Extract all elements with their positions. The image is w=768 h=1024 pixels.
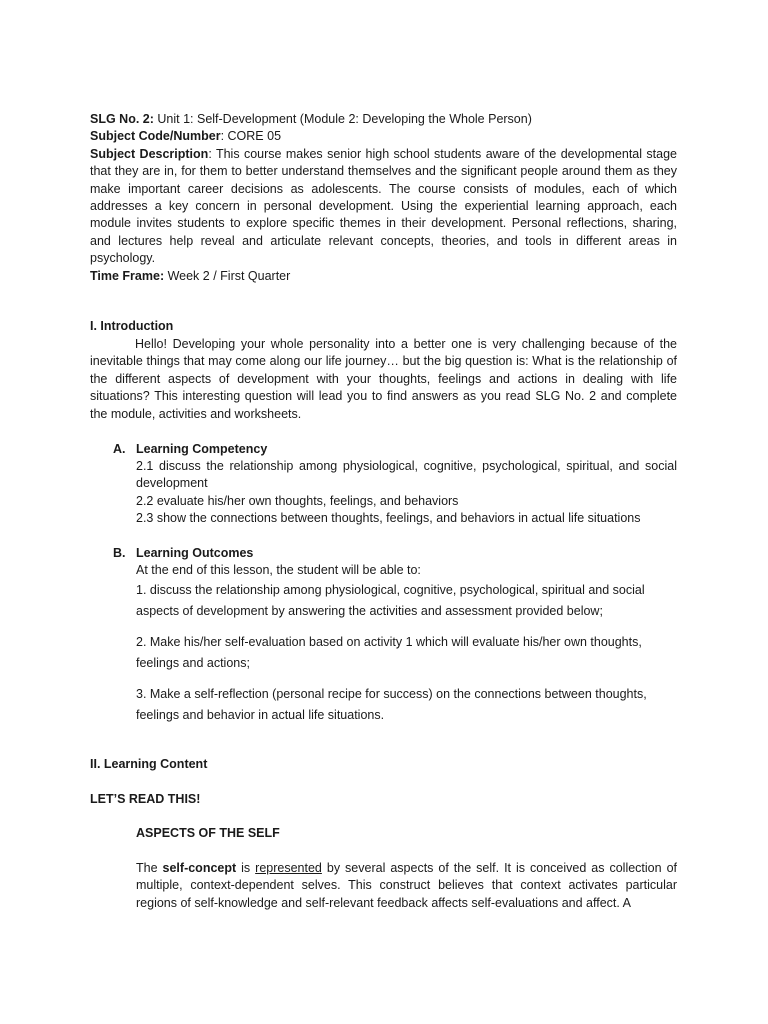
aspects-paragraph: The self-concept is represented by several aspects of the self. It is conceived as collection of multiple, context-dependent selves. This construct believes that context activates particular regions of self-knowledge and self-relevant feedback affects self-evaluations and affect. A	[136, 861, 677, 910]
aspects-heading: ASPECTS OF THE SELF	[136, 826, 280, 840]
outcome-item: 1. discuss the relationship among physiological, cognitive, psychological, spiritual and social aspects of development by answering the activities and assessment provided below;	[136, 583, 645, 618]
self-concept-term: self-concept	[162, 861, 237, 875]
time-frame-line	[90, 268, 677, 285]
competency-item: 2.3 show the connections between thoughts, feelings, and behaviors in actual life situations	[136, 511, 641, 526]
header-block	[90, 111, 677, 285]
introduction-body: Hello! Developing your whole personality into a better one is very challenging because of the inevitable things that may come along our life journey… but the big question is: What is the relationship of the different aspects of development with your thoughts, feelings and actions in dealing with life situations? This interesting question will lead you to find answers as you read SLG No. 2 and complete the module, activities and worksheets.	[90, 337, 677, 421]
competency-item: 2.2 evaluate his/her own thoughts, feelings, and behaviors	[136, 493, 459, 508]
outcomes-letter: B.	[113, 546, 126, 560]
learning-content-heading: II. Learning Content	[90, 757, 208, 771]
competency-letter: A.	[113, 442, 126, 456]
subject-code-label: Subject Code/Number	[90, 129, 221, 144]
subject-description-label: Subject Description	[90, 146, 209, 161]
slg-line	[90, 111, 677, 128]
competency-heading: Learning Competency	[136, 442, 268, 456]
outcome-item: 2. Make his/her self-evaluation based on activity 1 which will evaluate his/her own thoughts, feelings and actions;	[136, 635, 642, 670]
competency-list	[136, 458, 677, 528]
represented-term: represented	[255, 861, 322, 875]
outcomes-heading: Learning Outcomes	[136, 546, 254, 560]
competency-item: 2.1 discuss the relationship among physiological, cognitive, psychological, spiritual, and social development	[136, 459, 677, 491]
slg-label: SLG No. 2:	[90, 112, 154, 126]
lets-read-heading: LET’S READ THIS!	[90, 792, 201, 806]
subject-description-text: : This course makes senior high school students aware of the developmental stage that they are in, for them to better understand themselves and the significant people around them as they make important career decisions as adolescents. The course consists of modules, each of which addresses a key concern in personal development. Using the experiential learning approach, each module invites students to explore specific themes in their development. Personal reflections, sharing, and lectures help reveal and articulate relevant concepts, theories, and tools in different areas in psychology.	[90, 146, 677, 266]
outcomes-intro: At the end of this lesson, the student will be able to:	[136, 563, 421, 577]
slg-value: Unit 1: Self-Development (Module 2: Developing the Whole Person)	[153, 112, 532, 126]
subject-code-value: : CORE 05	[220, 129, 282, 144]
introduction-heading: I. Introduction	[90, 319, 174, 333]
subject-description	[90, 146, 677, 268]
outcome-item: 3. Make a self-reflection (personal recipe for success) on the connections between thoughts, feelings and behavior in actual life situations.	[136, 687, 647, 722]
time-frame-value: Week 2 / First Quarter	[164, 268, 291, 283]
time-frame-label: Time Frame:	[90, 268, 165, 283]
subject-code-line	[90, 128, 677, 145]
